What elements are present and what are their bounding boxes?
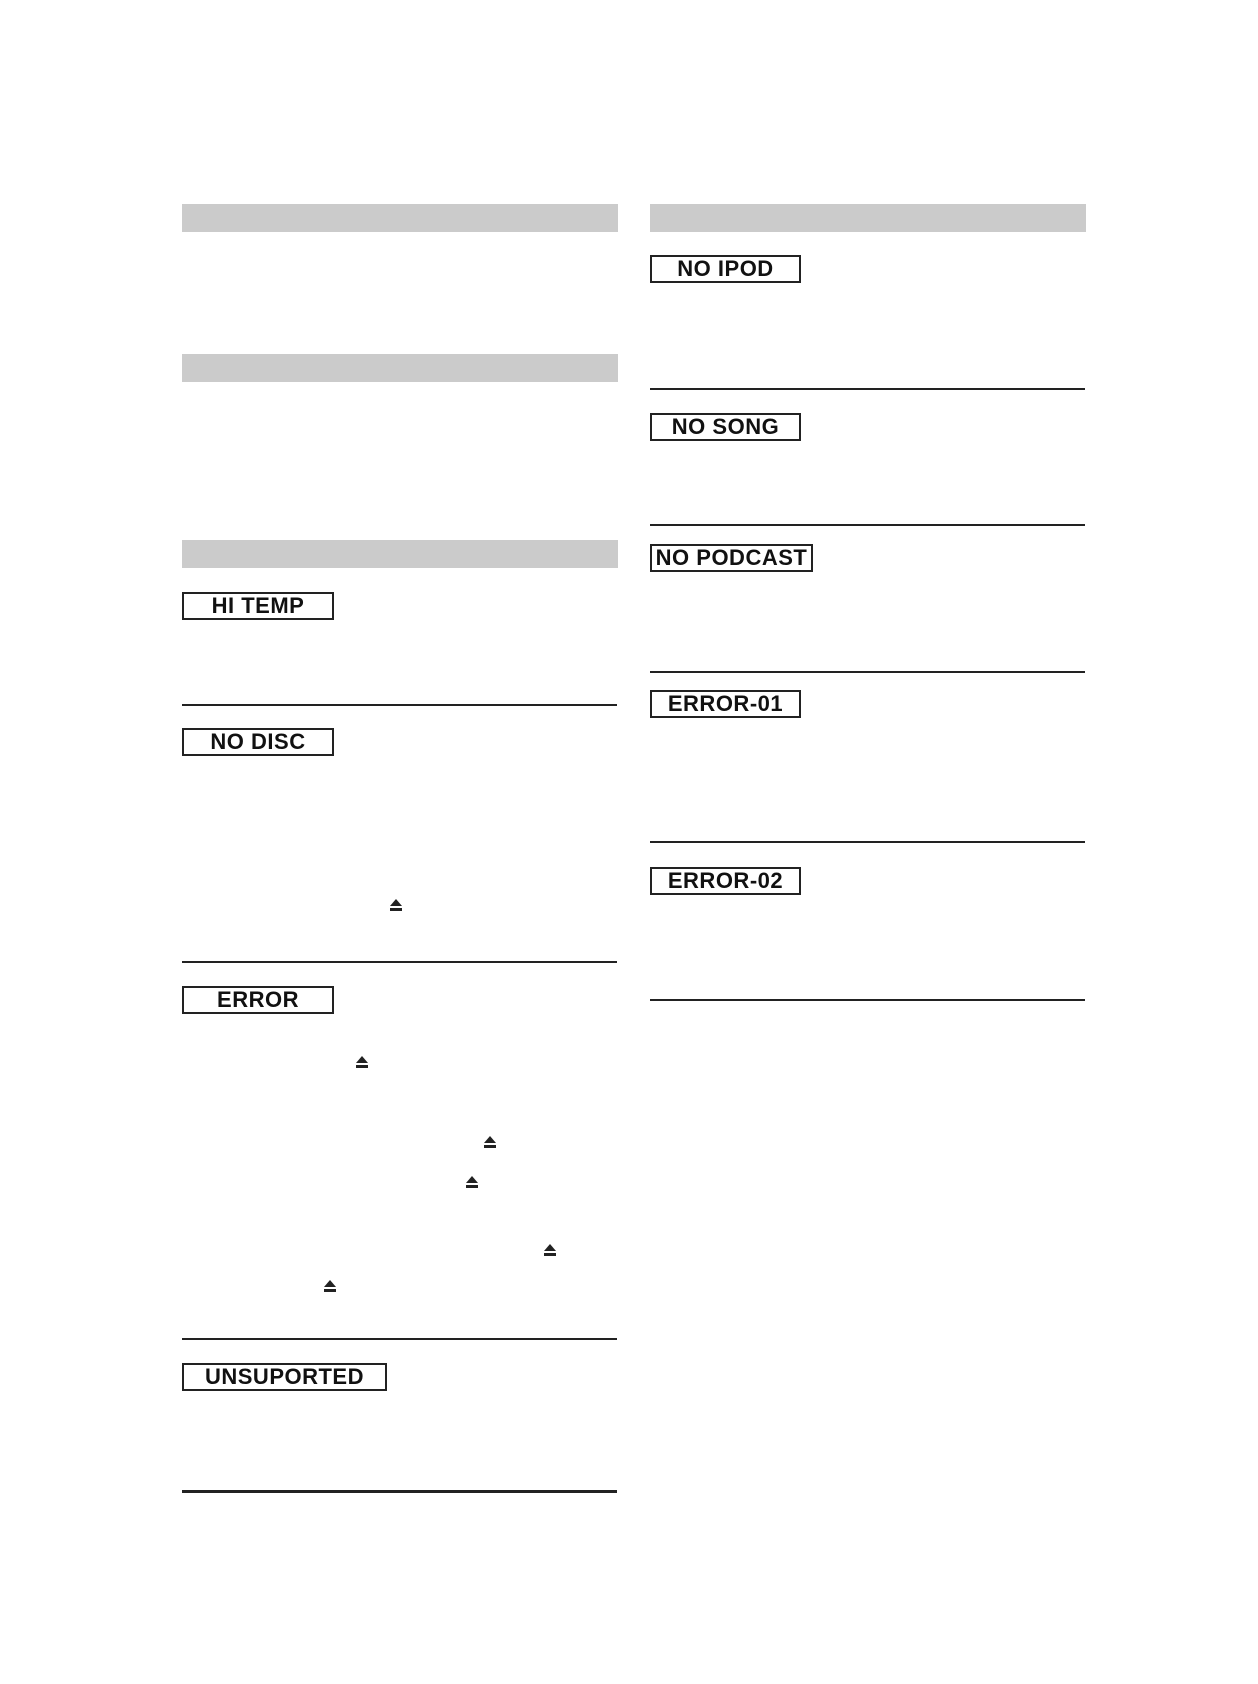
eject-icon: [465, 1175, 479, 1189]
divider: [650, 671, 1085, 673]
divider: [182, 704, 617, 706]
message-no-song: NO SONG: [650, 413, 801, 441]
message-no-podcast: NO PODCAST: [650, 544, 813, 572]
section-header-band: [182, 540, 618, 568]
section-header-band: [182, 354, 618, 382]
eject-icon: [389, 898, 403, 912]
divider: [650, 999, 1085, 1001]
message-error: ERROR: [182, 986, 334, 1014]
message-unsuported: UNSUPORTED: [182, 1363, 387, 1391]
eject-icon: [483, 1135, 497, 1149]
message-no-ipod: NO IPOD: [650, 255, 801, 283]
message-error-02: ERROR-02: [650, 867, 801, 895]
divider: [650, 841, 1085, 843]
divider: [650, 524, 1085, 526]
message-hi-temp: HI TEMP: [182, 592, 334, 620]
section-header-band: [182, 204, 618, 232]
eject-icon: [543, 1243, 557, 1257]
divider: [182, 961, 617, 963]
message-no-disc: NO DISC: [182, 728, 334, 756]
divider: [182, 1338, 617, 1340]
divider: [650, 388, 1085, 390]
divider: [182, 1490, 617, 1493]
eject-icon: [323, 1279, 337, 1293]
message-error-01: ERROR-01: [650, 690, 801, 718]
eject-icon: [355, 1055, 369, 1069]
section-header-band: [650, 204, 1086, 232]
